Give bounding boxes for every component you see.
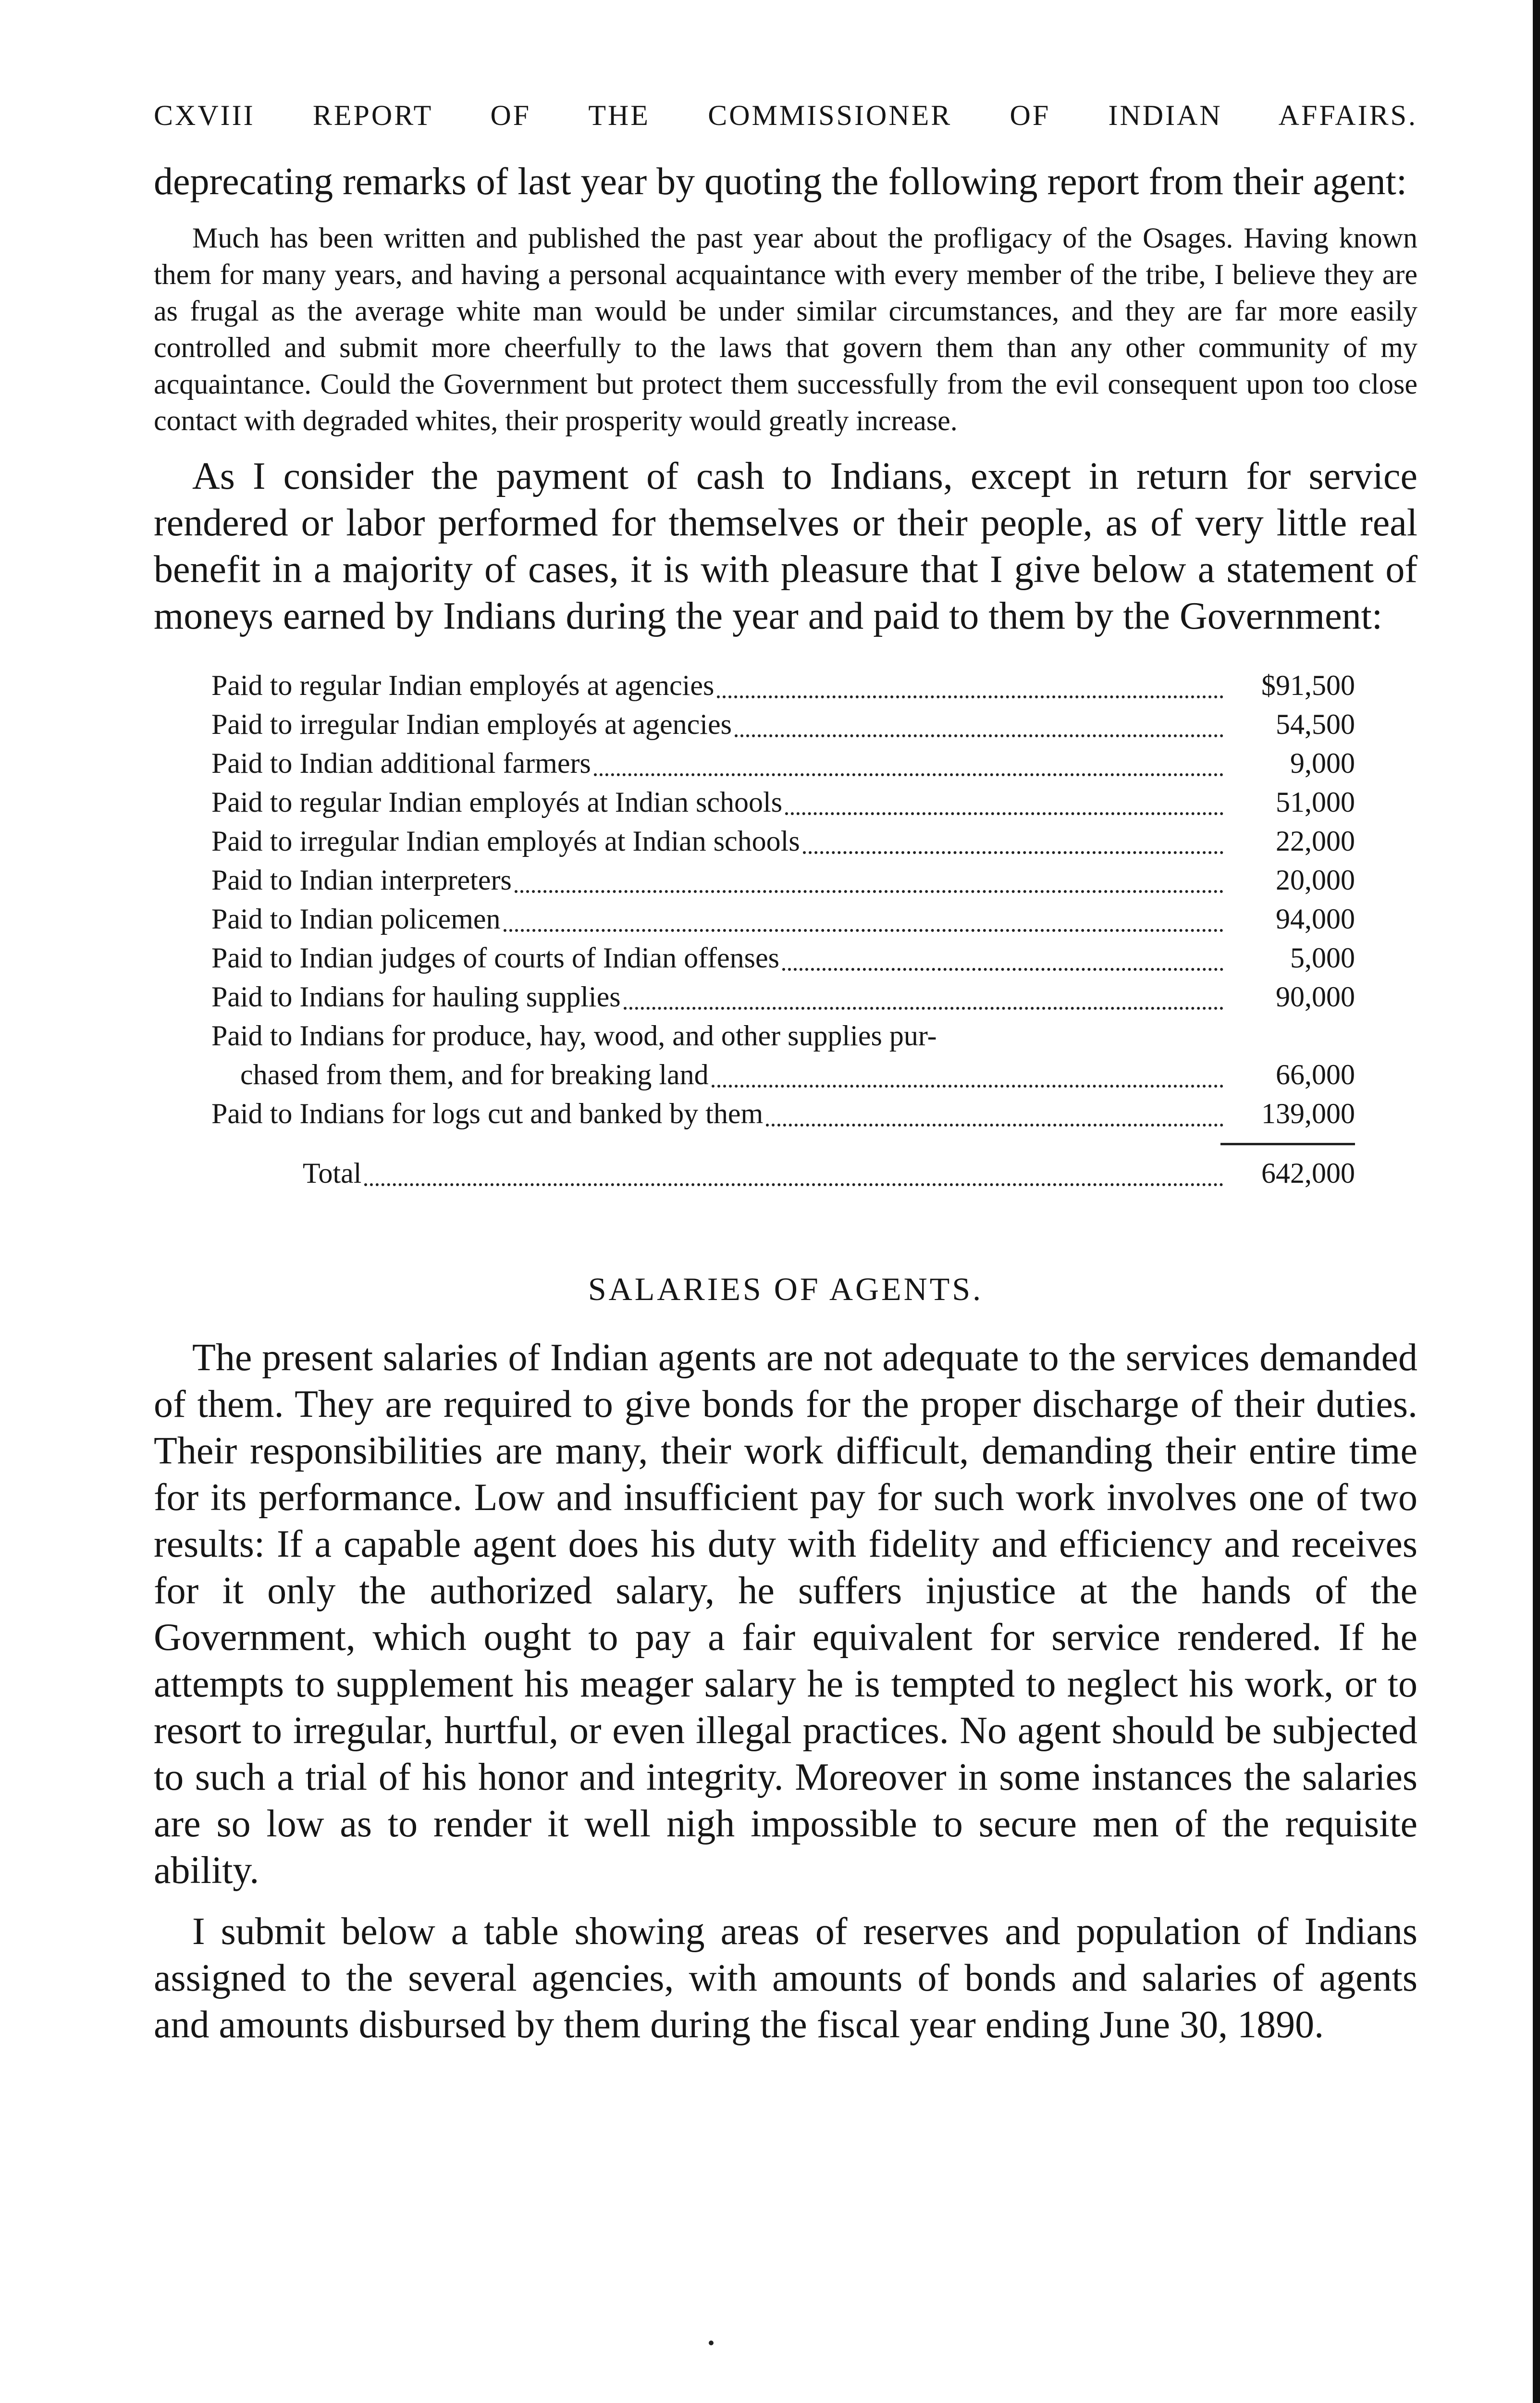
leader-dots [766,1124,1223,1127]
ledger-label: Paid to Indian additional farmers [211,747,591,779]
ledger-label: Paid to regular Indian employés at agencies [211,669,715,701]
ledger-amount: 54,500 [1276,708,1355,740]
leader-dots [717,695,1223,698]
lead-in-paragraph: deprecating remarks of last year by quoting the following report from their agent: [154,161,1407,203]
ledger-row [211,666,1355,705]
table-intro-paragraph: I submit below a table showing areas of reserves and population of Indians assigned to the several agencies, with amounts of bonds and salaries of agents and amounts disbursed by them during the fiscal year ending June 30, 1890. [154,1910,1417,2046]
ledger-total-row [211,1154,1355,1193]
ledger-amount: 9,000 [1290,747,1355,779]
leader-dots [504,929,1223,932]
salaries-paragraph: The present salaries of Indian agents are not adequate to the services demanded of them. They are required to give bonds for the proper discharge of their duties. Their responsibilities are many, their work difficult, demanding their entire time for its performance. Low and insufficient pay for such work involves one of two results: If a capable agent does his duty with fidelity and efficiency and receives for it only the authorized salary, he suffers injustice at the hands of the Government, which ought to pay a fair equivalent for service rendered. If he attempts to supplement his meager salary he is tempted to neglect his work, or to resort to irregular, hurtful, or even illegal practices. No agent should be subjected to such a trial of his honor and integrity. Moreover in some instances the salaries are so low as to render it well nigh impossible to secure men of the requisite ability. [154,1337,1417,1892]
leader-dots [803,851,1223,854]
ledger-amount: 5,000 [1290,942,1355,974]
ledger-row [211,861,1355,900]
ledger-row [211,939,1355,978]
ledger-amount: $91,500 [1261,669,1355,701]
ledger-label: Paid to regular Indian employés at Indian schools [211,786,783,818]
ledger-row-continuation [211,1055,1355,1094]
ledger-amount: 51,000 [1276,786,1355,818]
ledger-label-line1: Paid to Indians for produce, hay, wood, and other supplies pur- [211,1020,937,1052]
leader-dots [624,1007,1223,1010]
ledger-amount: 139,000 [1261,1098,1355,1129]
ledger-row [211,978,1355,1016]
total-amount: 642,000 [1261,1157,1355,1189]
payments-paragraph: As I consider the payment of cash to Indians, except in return for service rendered or labor performed for themselves or their people, as of very little real benefit in a majority of cases, it is with pleasure that I give below a statement of moneys earned by Indians during the year and paid to them by the Government: [154,455,1417,637]
ledger-amount: 90,000 [1276,981,1355,1013]
ledger-row [211,1094,1355,1133]
ledger-row [211,705,1355,744]
leader-dots [782,968,1223,971]
ledger-label: Paid to Indian interpreters [211,864,512,896]
ledger-row-wrapped [211,1016,1355,1094]
ledger-row [211,783,1355,822]
leader-dots [712,1085,1223,1088]
total-rule-row [211,1143,1355,1145]
ledger-amount: 66,000 [1276,1059,1355,1090]
ledger-label: Paid to Indian policemen [211,903,501,935]
ledger-label: Paid to Indians for hauling supplies [211,981,621,1013]
ledger-label: Paid to Indians for logs cut and banked by them [211,1098,764,1129]
leader-dots [364,1183,1223,1186]
document-page [154,91,1417,2048]
running-head: CXVIII REPORT OF THE COMMISSIONER OF INDIAN AFFAIRS. [154,99,1417,131]
stray-ink-mark [709,2341,714,2345]
ledger-amount: 22,000 [1276,825,1355,857]
total-rule [1220,1143,1355,1145]
ledger-row [211,744,1355,783]
leader-dots [515,890,1223,893]
ledger-label: Paid to irregular Indian employés at agencies [211,708,732,740]
ledger-label: Paid to irregular Indian employés at Indian schools [211,825,800,857]
ledger-amount: 94,000 [1276,903,1355,935]
ledger-amount: 20,000 [1276,864,1355,896]
ledger-label: Paid to Indian judges of courts of Indian offenses [211,942,779,974]
payments-ledger [211,666,1355,1193]
ledger-row [211,900,1355,939]
leader-dots [594,773,1223,776]
page-edge-right [1533,0,1540,2403]
ledger-label-line2: chased from them, and for breaking land [240,1059,709,1090]
section-heading: SALARIES OF AGENTS. [588,1271,984,1307]
ledger-row [211,822,1355,861]
agent-quote: Much has been written and published the past year about the profligacy of the Osages. Having known them for many years, and having a personal acquaintance with every member of the tribe, I believe they are as frugal as the average white man would be under similar circumstances, and they are far more easily controlled and submit more cheerfully to the laws that govern them than any other community of my acquaintance. Could the Government but protect them successfully from the evil consequent upon too close contact with degraded whites, their prosperity would greatly increase. [154,222,1417,436]
leader-dots [785,812,1223,815]
leader-dots [735,734,1223,737]
total-label: Total [303,1157,362,1189]
